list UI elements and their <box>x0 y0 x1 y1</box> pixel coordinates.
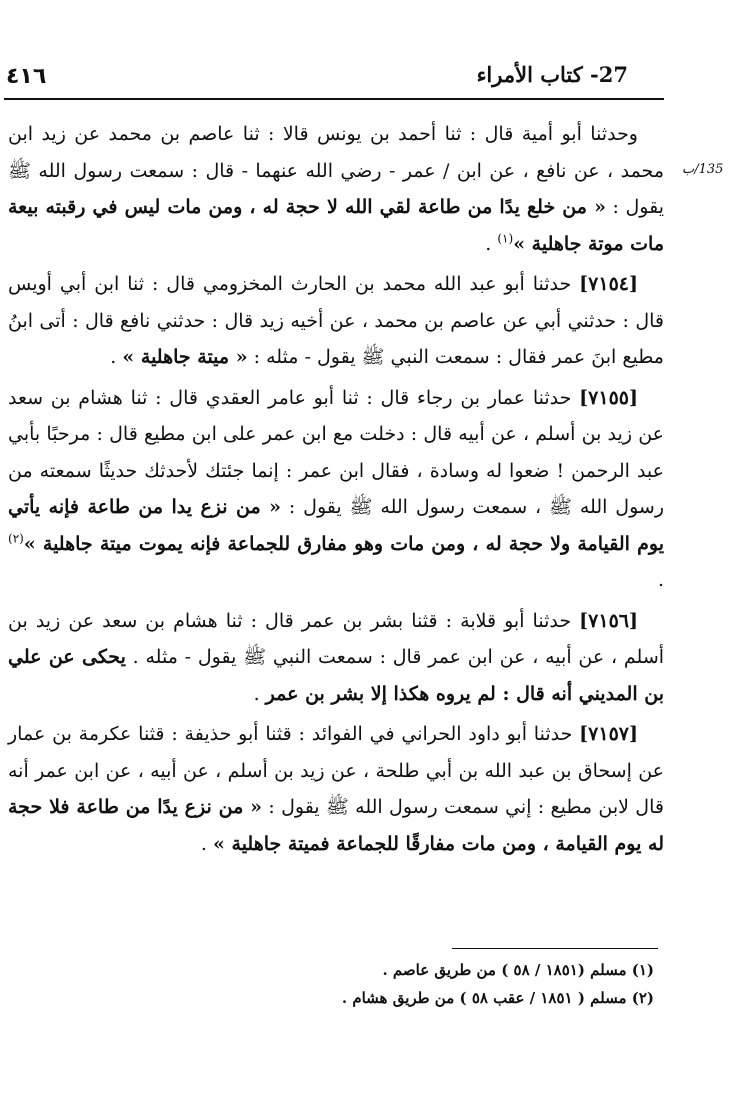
paragraph-text: حدثنا عمار بن رجاء قال : ثنا أبو عامر العقدي قال : ثنا هشام بن سعد عن زيد بن أسلم ، عن أبيه قال : دخلت مع ابن عمر على ابن مطيع قال : مرحبًا بأبي عبد الرحمن ! ضعوا له وسادة ، فقال ابن عمر : إنما جئتك لأحدثك حديثًا سمعته من رسول الله ﷺ ، سمعت رسول الله ﷺ يقول : <box>8 386 665 518</box>
hadith-paragraph <box>8 266 664 376</box>
footnote-marker: (١) <box>497 231 514 246</box>
hadith-number: [٧١٥٧] <box>579 723 638 745</box>
header-divider <box>4 98 664 100</box>
main-text <box>8 116 664 862</box>
paragraph-text: حدثنا أبو قلابة : قثنا بشر بن عمر قال : ثنا هشام بن سعد عن زيد بن أسلم ، عن أبيه ، عن ابن عمر قال : سمعت النبي ﷺ يقول - مثله . <box>8 609 665 668</box>
hadith-number: [٧١٥٤] <box>579 273 638 295</box>
hadith-number: [٧١٥٦] <box>579 609 638 632</box>
manuscript-folio-note: 135/ب <box>682 162 724 177</box>
prophetic-quote: « ميتة جاهلية » <box>122 346 248 368</box>
hadith-paragraph <box>8 380 664 599</box>
hadith-paragraph <box>8 716 664 862</box>
chapter-title: 27- كتاب الأمراء <box>476 62 628 87</box>
hadith-number: [٧١٥٥] <box>579 386 638 409</box>
footnote-marker: (٢) <box>8 531 24 546</box>
prophetic-quote: « من نزع يدا من طاعة فإنه يأتي يوم القيامة ولا حجة له ، ومن مات وهو مفارق للجماعة فإنه يموت ميتة جاهلية » <box>8 496 664 555</box>
paragraph-text: وحدثنا أبو أمية قال : ثنا أحمد بن يونس قالا : ثنا عاصم بن محمد عن زيد ابن محمد ، عن نافع ، عن ابن / عمر - رضي الله عنهما - قال : سمعت رسول الله ﷺ يقول : <box>8 123 664 218</box>
paragraph-text: حدثنا أبو عبد الله محمد بن الحارث المخزومي قال : ثنا ابن أبي أويس قال : حدثني أبي عن عاصم بن محمد ، عن أخيه زيد قال : حدثني نافع قال : أتى ابنُ مطيع ابنَ عمر فقال : سمعت النبي ﷺ يقول - مثله : <box>8 273 664 368</box>
paragraph-end: . <box>200 832 207 855</box>
paragraph-text: حدثنا أبو داود الحراني في الفوائد : قثنا أبو حذيفة : قثنا عكرمة بن عمار عن إسحاق بن عبد الله بن أبي طلحة ، عن زيد بن أسلم ، عن أبيه ، عن ابن عمر أنه قال لابن مطيع : إني سمعت رسول الله ﷺ يقول : <box>8 723 664 818</box>
narrator-remark: يحكى عن علي بن المديني أنه قال : لم يروه هكذا إلا بشر بن عمر <box>8 646 664 705</box>
footnote-divider <box>452 948 658 949</box>
paragraph-end: . <box>253 682 260 705</box>
hadith-paragraph <box>8 116 664 262</box>
footnote: (٢) مسلم ( ١٨٥١ / عقب ٥٨ ) من طريق هشام . <box>341 989 654 1007</box>
page-number: ٤١٦ <box>6 64 47 89</box>
prophetic-quote: « من نزع يدًا من طاعة فلا حجة له يوم القيامة ، ومن مات مفارقًا للجماعة فميتة جاهلية » <box>8 796 664 855</box>
paragraph-end: . <box>110 346 117 368</box>
prophetic-quote: « من خلع يدًا من طاعة لقي الله لا حجة له ، ومن مات ليس في رقبته بيعة مات موتة جاهلية » <box>8 196 664 255</box>
footnotes <box>8 956 664 1012</box>
paragraph-end: . <box>657 569 664 591</box>
page-header <box>0 60 752 100</box>
hadith-paragraph <box>8 603 664 713</box>
paragraph-end: . <box>485 232 492 255</box>
footnote: (١) مسلم (١٨٥١ / ٥٨ ) من طريق عاصم . <box>382 961 654 979</box>
